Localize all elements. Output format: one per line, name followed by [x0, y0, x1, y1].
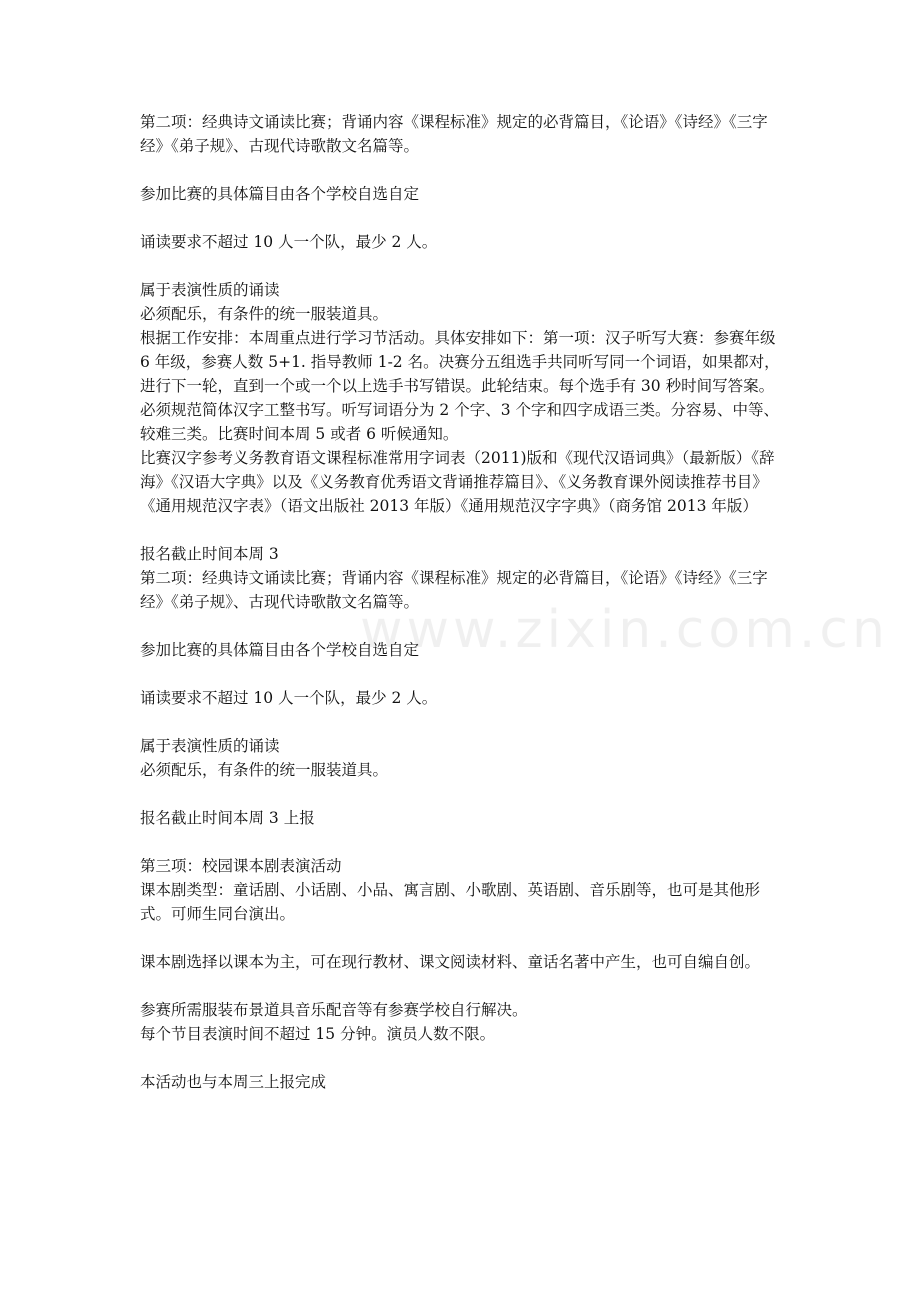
paragraph-time-limit: 每个节目表演时间不超过 15 分钟。演员人数不限。 — [140, 1025, 496, 1043]
paragraph-gap — [140, 710, 785, 734]
paragraph-item3-title: 第三项：校园课本剧表演活动 — [140, 857, 342, 875]
document-body — [140, 110, 785, 1094]
paragraph-deadline: 报名截止时间本周 3 — [140, 545, 279, 563]
paragraph-deadline-report: 报名截止时间本周 3 上报 — [140, 809, 315, 827]
paragraph-performance-type: 属于表演性质的诵读 — [140, 281, 280, 299]
paragraph-team-size: 诵读要求不超过 10 人一个队，最少 2 人。 — [140, 233, 438, 251]
paragraph-team-size-repeat: 诵读要求不超过 10 人一个队，最少 2 人。 — [140, 689, 438, 707]
paragraph-gap — [140, 1046, 785, 1070]
paragraph-performance-type-repeat: 属于表演性质的诵读 — [140, 737, 280, 755]
paragraph-drama-selection: 课本剧选择以课本为主，可在现行教材、课文阅读材料、童话名著中产生，也可自编自创。 — [140, 953, 761, 971]
paragraph-gap — [140, 518, 785, 542]
paragraph-selection-rule: 参加比赛的具体篇目由各个学校自选自定 — [140, 185, 420, 203]
paragraph-work-arrangement: 根据工作安排：本周重点进行学习节活动。具体安排如下：第一项：汉子听写大赛：参赛年级 6 年级，参赛人数 5+1. 指导教师 1-2 名。决赛分五组选手共同听写同一个词语，如果都对，进行下一轮，直到一个或一个以上选手书写错误。此轮结束。每个选手有 30 秒时间写答案。必须规范简体汉字工整书写。听写词语分为 2 个字、3 个字和四字成语三类。分容易、中等、较难三类。比赛时间本周 5 或者 6 听候通知。 — [140, 329, 780, 443]
paragraph-selection-rule-repeat: 参加比赛的具体篇目由各个学校自选自定 — [140, 641, 420, 659]
paragraph-gap — [140, 158, 785, 182]
paragraph-gap — [140, 662, 785, 686]
paragraph-gap — [140, 782, 785, 806]
watermark-text: www.zixin.com.cn — [360, 600, 889, 660]
paragraph-gap — [140, 974, 785, 998]
paragraph-props-self-solved: 参赛所需服装布景道具音乐配音等有参赛学校自行解决。 — [140, 1001, 528, 1019]
paragraph-music-costume-repeat: 必须配乐，有条件的统一服装道具。 — [140, 761, 389, 779]
paragraph-music-costume: 必须配乐，有条件的统一服装道具。 — [140, 305, 389, 323]
paragraph-gap — [140, 614, 785, 638]
paragraph-item2-recitation: 第二项：经典诗文诵读比赛；背诵内容《课程标准》规定的必背篇目，《论语》《诗经》《三字经》《弟子规》、古现代诗歌散文名篇等。 — [140, 113, 768, 155]
paragraph-gap — [140, 830, 785, 854]
paragraph-gap — [140, 206, 785, 230]
paragraph-gap — [140, 926, 785, 950]
paragraph-reference-books: 比赛汉字参考义务教育语文课程标准常用字词表（2011)版和《现代汉语词典》（最新版）《辞海》《汉语大字典》以及《义务教育优秀语文背诵推荐篇目》、《义务教育课外阅读推荐书目》《通用规范汉字表》（语文出版社 2013 年版）《通用规范汉字字典》（商务馆 2013 年版） — [140, 449, 775, 515]
paragraph-gap — [140, 254, 785, 278]
paragraph-report-completion: 本活动也与本周三上报完成 — [140, 1073, 327, 1091]
paragraph-drama-types: 课本剧类型：童话剧、小话剧、小品、寓言剧、小歌剧、英语剧、音乐剧等，也可是其他形式。可师生同台演出。 — [140, 881, 761, 923]
paragraph-item2-recitation-repeat: 第二项：经典诗文诵读比赛；背诵内容《课程标准》规定的必背篇目，《论语》《诗经》《三字经》《弟子规》、古现代诗歌散文名篇等。 — [140, 569, 768, 611]
